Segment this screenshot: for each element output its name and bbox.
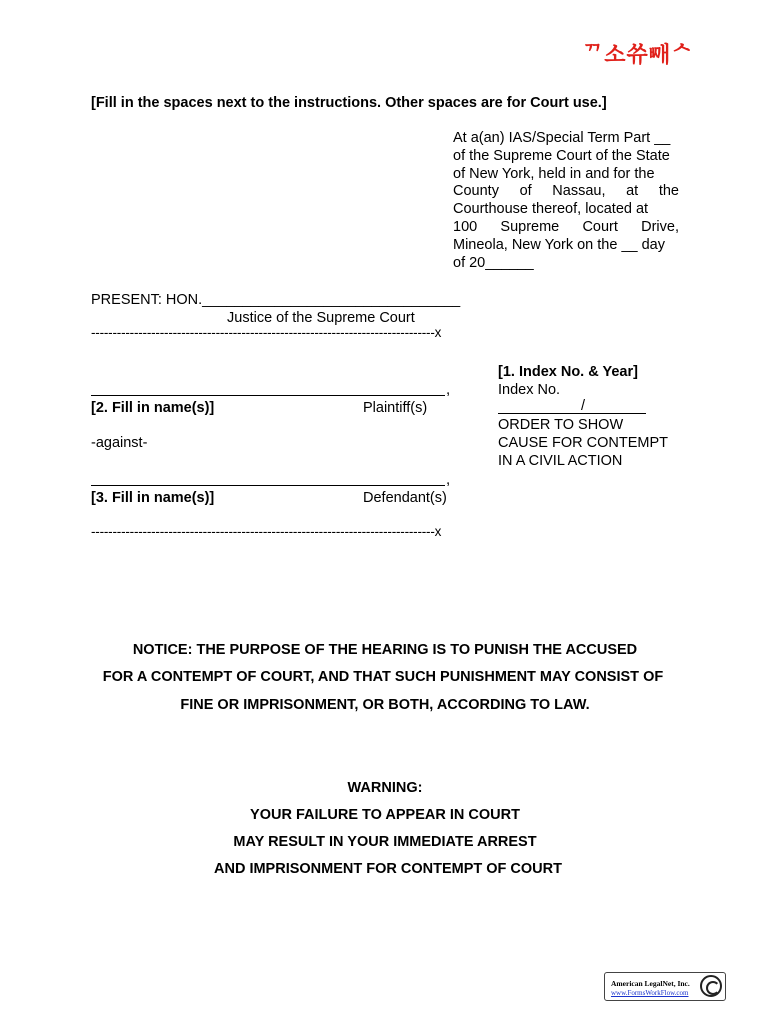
court-part-paragraph xyxy=(453,130,679,272)
publisher-badge xyxy=(604,972,726,1001)
plaintiff-role: Plaintiff(s) xyxy=(363,400,428,416)
order-title-line: ORDER TO SHOW xyxy=(498,417,624,433)
plaintiff-fill-label: [2. Fill in name(s)] xyxy=(91,400,215,416)
court-part-line: Courthouse thereof, located at xyxy=(453,201,649,218)
red-stamp-mark: ᄁ소쓔ᄢᅢᄉ xyxy=(582,43,694,68)
instructions-heading: [Fill in the spaces next to the instructions. Other spaces are for Court use.] xyxy=(91,95,607,111)
court-part-line: of 20______ xyxy=(453,254,534,271)
court-part-line: County of Nassau, at the xyxy=(453,183,679,200)
publisher-logo-icon xyxy=(700,975,722,997)
index-no-label: [1. Index No. & Year] xyxy=(498,364,638,380)
notice-line: FINE OR IMPRISONMENT, OR BOTH, ACCORDING TO LAW. xyxy=(180,697,590,713)
publisher-name: American LegalNet, Inc. xyxy=(611,979,690,988)
notice-line: FOR A CONTEMPT OF COURT, AND THAT SUCH PUNISHMENT MAY CONSIST OF xyxy=(102,669,664,685)
defendant-comma: , xyxy=(446,471,451,488)
caption-top-divider: --------------------------------------------------------------------------------x xyxy=(91,325,442,340)
defendant-name-field[interactable] xyxy=(91,485,445,486)
plaintiff-comma: , xyxy=(446,381,451,398)
order-title-line: CAUSE FOR CONTEMPT xyxy=(498,435,668,451)
warning-line: AND IMPRISONMENT FOR CONTEMPT OF COURT xyxy=(214,861,562,877)
publisher-link[interactable]: www.FormsWorkFlow.com xyxy=(611,989,689,997)
index-slash: / xyxy=(581,398,586,414)
court-part-line: of the Supreme Court of the State xyxy=(453,147,670,164)
present-hon-line: PRESENT: HON.________________________________ xyxy=(91,292,461,308)
against-text: -against- xyxy=(91,435,148,451)
court-part-line: At a(an) IAS/Special Term Part __ xyxy=(453,130,671,146)
justice-caption: Justice of the Supreme Court xyxy=(227,310,415,326)
court-part-line: 100 Supreme Court Drive, xyxy=(453,218,679,235)
plaintiff-name-field[interactable] xyxy=(91,395,445,396)
notice-line: NOTICE: THE PURPOSE OF THE HEARING IS TO PUNISH THE ACCUSED xyxy=(132,642,638,658)
index-no-text: Index No. xyxy=(498,382,561,398)
index-no-blank[interactable] xyxy=(498,413,646,414)
warning-heading: WARNING: xyxy=(347,780,423,796)
order-title-line: IN A CIVIL ACTION xyxy=(498,453,623,469)
warning-line: MAY RESULT IN YOUR IMMEDIATE ARREST xyxy=(233,834,537,850)
defendant-fill-label: [3. Fill in name(s)] xyxy=(91,490,215,506)
court-part-line: Mineola, New York on the __ day xyxy=(453,236,665,253)
caption-bottom-divider: --------------------------------------------------------------------------------x xyxy=(91,524,442,539)
warning-line: YOUR FAILURE TO APPEAR IN COURT xyxy=(250,807,520,823)
defendant-role: Defendant(s) xyxy=(363,490,447,506)
court-part-line: of New York, held in and for the xyxy=(453,165,655,182)
